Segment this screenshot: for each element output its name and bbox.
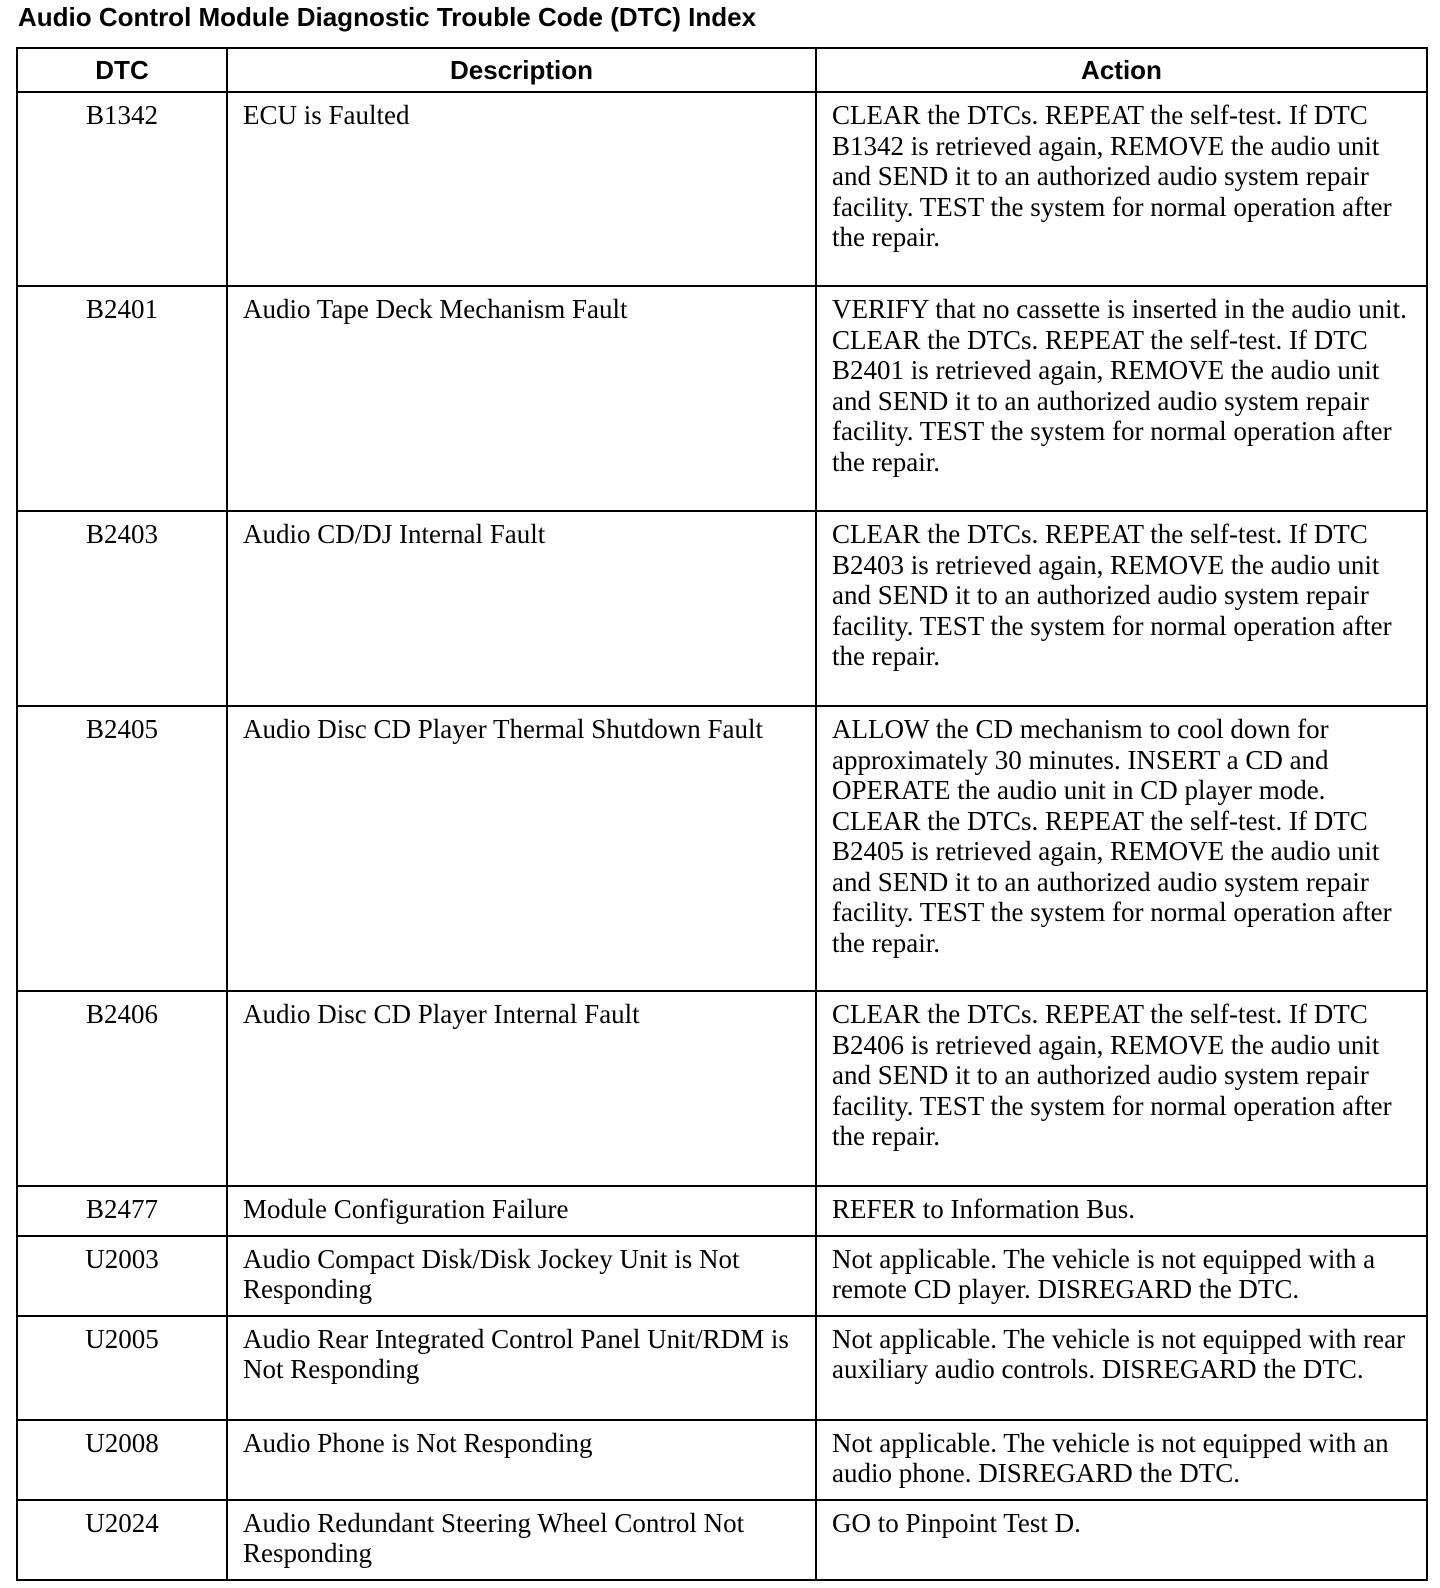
dtc-description: Audio CD/DJ Internal Fault [227,511,816,706]
dtc-code: B2401 [17,286,227,511]
dtc-description: Audio Disc CD Player Thermal Shutdown Fault [227,706,816,991]
dtc-description: Audio Rear Integrated Control Panel Unit/RDM is Not Responding [227,1316,816,1420]
dtc-action: Not applicable. The vehicle is not equipped with rear auxiliary audio controls. DISREGARD the DTC. [816,1316,1427,1420]
dtc-description: Audio Compact Disk/Disk Jockey Unit is Not Responding [227,1236,816,1316]
table-row [17,1500,1427,1580]
table-row [17,1420,1427,1500]
table-header-row [17,48,1427,92]
table-row [17,706,1427,991]
page-title: Audio Control Module Diagnostic Trouble Code (DTC) Index [18,2,757,32]
dtc-index-table [16,47,1428,1581]
column-header-action: Action [816,48,1427,92]
dtc-action: REFER to Information Bus. [816,1186,1427,1236]
dtc-code: U2008 [17,1420,227,1500]
table-row [17,92,1427,286]
dtc-action: CLEAR the DTCs. REPEAT the self-test. If DTC B2403 is retrieved again, REMOVE the audio unit and SEND it to an authorized audio system repair facility. TEST the system for normal operation after the repair. [816,511,1427,706]
dtc-description: ECU is Faulted [227,92,816,286]
dtc-code: B2405 [17,706,227,991]
dtc-action: CLEAR the DTCs. REPEAT the self-test. If DTC B2406 is retrieved again, REMOVE the audio unit and SEND it to an authorized audio system repair facility. TEST the system for normal operation after the repair. [816,991,1427,1186]
dtc-code: U2024 [17,1500,227,1580]
dtc-code: U2005 [17,1316,227,1420]
dtc-description: Module Configuration Failure [227,1186,816,1236]
dtc-code: U2003 [17,1236,227,1316]
dtc-action: VERIFY that no cassette is inserted in the audio unit. CLEAR the DTCs. REPEAT the self-test. If DTC B2401 is retrieved again, REMOVE the audio unit and SEND it to an authorized audio system repair facility. TEST the system for normal operation after the repair. [816,286,1427,511]
dtc-action: ALLOW the CD mechanism to cool down for approximately 30 minutes. INSERT a CD and OPERATE the audio unit in CD player mode. CLEAR the DTCs. REPEAT the self-test. If DTC B2405 is retrieved again, REMOVE the audio unit and SEND it to an authorized audio system repair facility. TEST the system for normal operation after the repair. [816,706,1427,991]
table-row [17,286,1427,511]
column-header-dtc: DTC [17,48,227,92]
dtc-description: Audio Tape Deck Mechanism Fault [227,286,816,511]
dtc-code: B1342 [17,92,227,286]
table-row [17,991,1427,1186]
column-header-description: Description [227,48,816,92]
dtc-code: B2406 [17,991,227,1186]
dtc-action: GO to Pinpoint Test D. [816,1500,1427,1580]
dtc-description: Audio Redundant Steering Wheel Control Not Responding [227,1500,816,1580]
dtc-code: B2403 [17,511,227,706]
dtc-description: Audio Disc CD Player Internal Fault [227,991,816,1186]
table-row [17,1186,1427,1236]
dtc-action: Not applicable. The vehicle is not equipped with an audio phone. DISREGARD the DTC. [816,1420,1427,1500]
table-row [17,1316,1427,1420]
table-row [17,511,1427,706]
dtc-action: Not applicable. The vehicle is not equipped with a remote CD player. DISREGARD the DTC. [816,1236,1427,1316]
dtc-action: CLEAR the DTCs. REPEAT the self-test. If DTC B1342 is retrieved again, REMOVE the audio unit and SEND it to an authorized audio system repair facility. TEST the system for normal operation after the repair. [816,92,1427,286]
table-row [17,1236,1427,1316]
dtc-code: B2477 [17,1186,227,1236]
dtc-description: Audio Phone is Not Responding [227,1420,816,1500]
